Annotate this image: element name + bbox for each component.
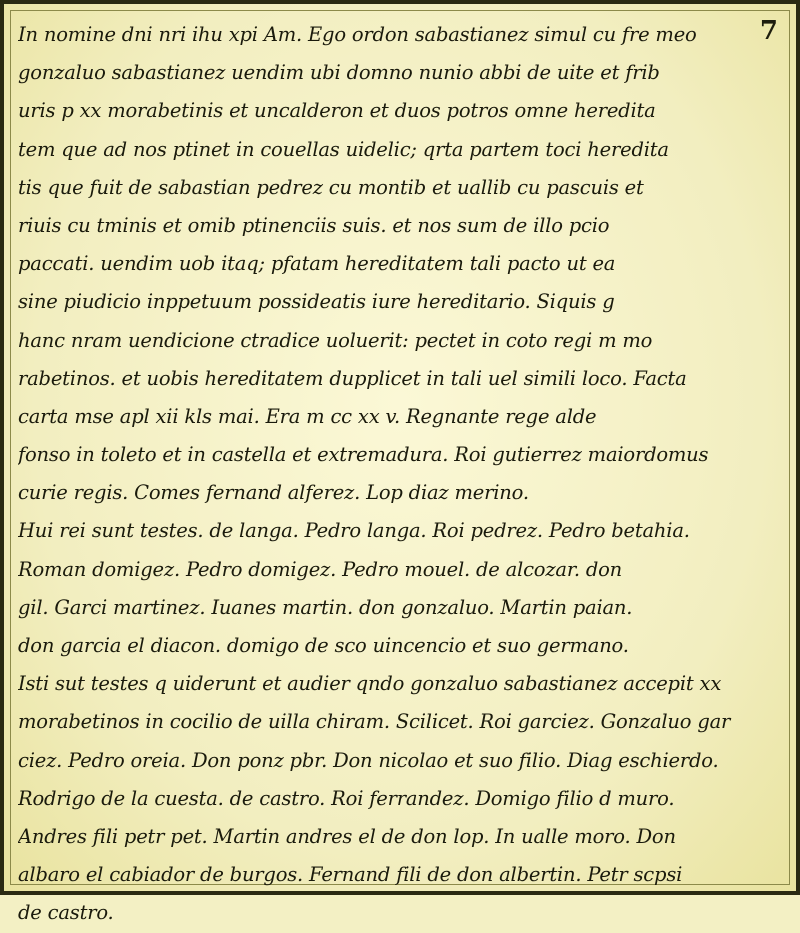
text-line: In nomine dni nri ihu xpi Am. Ego ordon sabastianez simul cu fre meo [18, 23, 697, 46]
text-line: albaro el cabiador de burgos. Fernand fili de don albertin. Petr scpsi [18, 863, 683, 887]
text-line: riuis cu tminis et omib ptinenciis suis. et nos sum de illo pcio [18, 213, 610, 237]
text-line: fonso in toleto et in castella et extremadura. Roi gutierrez maiordomus [18, 443, 709, 467]
text-line: Roman domigez. Pedro domigez. Pedro mouel. de alcozar. don [18, 557, 623, 581]
text-line: Isti sut testes q uiderunt et audier qndo gonzaluo sabastianez accepit xx [18, 672, 722, 696]
text-line: uris p xx morabetinis et uncalderon et duos potros omne heredita [18, 99, 656, 123]
text-line: Hui rei sunt testes. de langa. Pedro langa. Roi pedrez. Pedro betahia. [18, 519, 690, 543]
text-line: ciez. Pedro oreia. Don ponz pbr. Don nicolao et suo filio. Diag eschierdo. [18, 748, 719, 772]
charter-text [18, 16, 788, 933]
text-line: Andres fili petr pet. Martin andres el de don lop. In ualle moro. Don [18, 824, 676, 848]
text-line: Rodrigo de la cuesta. de castro. Roi ferrandez. Domigo filio d muro. [18, 786, 675, 810]
text-line: don garcia el diacon. domigo de sco uincencio et suo germano. [18, 634, 629, 657]
text-line: hanc nram uendicione ctradice uoluerit: pectet in coto regi m mo [18, 328, 653, 352]
text-line: gil. Garci martinez. Iuanes martin. don gonzaluo. Martin paian. [18, 595, 633, 619]
text-line: rabetinos. et uobis hereditatem dupplicet in tali uel simili loco. Facta [18, 366, 687, 390]
folio-number: 7 [759, 16, 778, 46]
text-line: tem que ad nos ptinet in couellas uidelic; qrta partem toci heredita [18, 137, 669, 161]
text-line: tis que fuit de sabastian pedrez cu montib et uallib cu pascuis et [18, 175, 644, 199]
text-line: paccati. uendim uob itaq; pfatam hereditatem tali pacto ut ea [18, 252, 616, 276]
text-line: curie regis. Comes fernand alferez. Lop diaz merino. [18, 481, 529, 505]
text-line: carta mse apl xii kls mai. Era m cc xx v. Regnante rege alde [18, 404, 597, 428]
text-line: sine piudicio inppetuum possideatis iure hereditario. Siquis g [18, 290, 615, 314]
text-line: morabetinos in cocilio de uilla chiram. Scilicet. Roi garciez. Gonzaluo gar [18, 710, 731, 734]
text-line: gonzaluo sabastianez uendim ubi domno nunio abbi de uite et frib [18, 61, 660, 85]
text-line: de castro. [18, 901, 114, 925]
